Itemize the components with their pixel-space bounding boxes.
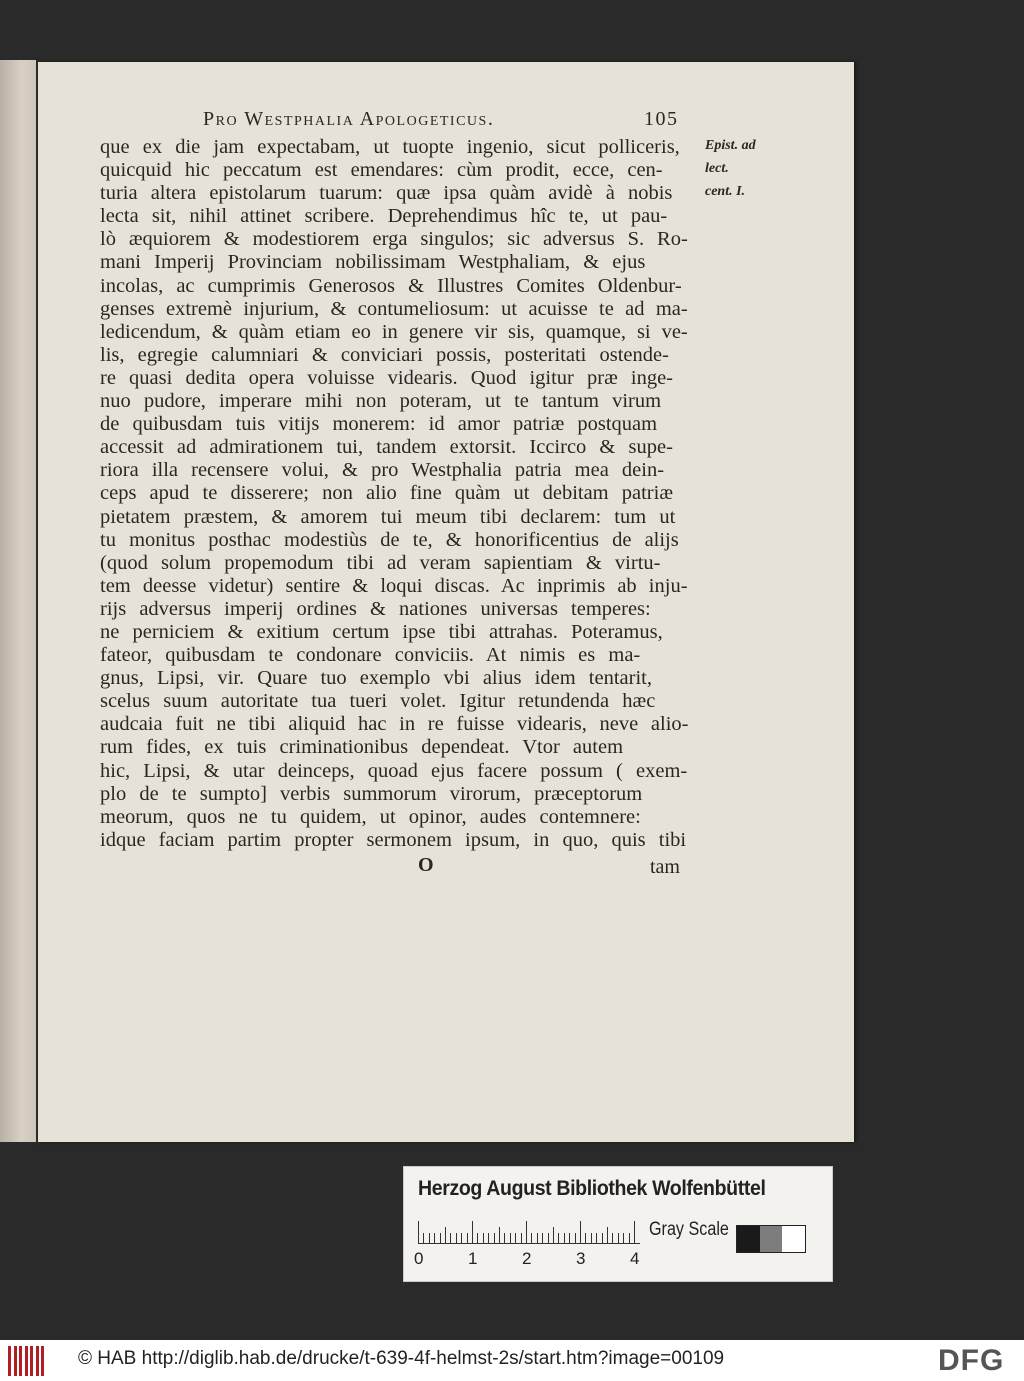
ruler-tick [526,1221,527,1243]
gray-swatch [760,1226,783,1252]
book-page [38,62,854,1142]
page-foot [100,852,800,878]
text-line: re quasi dedita opera voluisse videaris. Quod igitur præ inge- [100,366,673,389]
text-line: de quibusdam tuis vitijs monerem: id amor patriæ postquam [100,413,658,436]
institution-name: Herzog August Bibliothek Wolfenbüttel [418,1177,766,1200]
ruler-tick [483,1233,484,1243]
text-line: que ex die jam expectabam, ut tuopte ingenio, sicut polliceris, [100,136,680,158]
text-line: tu monitus posthac modestiùs de te, & honorificentius de alijs [100,528,679,551]
ruler-number: 0 [414,1249,424,1268]
ruler-tick [612,1233,613,1243]
ruler-tick [623,1233,624,1243]
ruler [418,1221,640,1244]
gray-swatch [782,1226,805,1252]
text-line: accessit ad admirationem tui, tandem extorsit. Iccirco & supe- [100,436,673,459]
ruler-tick [564,1233,565,1243]
text-line: ceps apud te disserere; non alio fine quàm ut debitam patriæ [100,482,673,505]
ruler-tick [537,1233,538,1243]
dfg-logo[interactable]: DFG [938,1344,1005,1377]
text-line: audcaia fuit ne tibi aliquid hac in re fuisse videaris, neve alio- [100,713,688,736]
ruler-number: 3 [576,1249,586,1268]
page-content [100,108,800,878]
color-scale-card [403,1166,833,1282]
ruler-tick [467,1233,468,1243]
marginal-note-line: cent. I. [705,184,746,199]
marginal-note-line: Epist. ad [705,138,756,153]
ruler-tick [499,1227,500,1243]
gray-scale-swatches [736,1225,806,1253]
running-head-title: Pro Westphalia Apologeticus. [203,108,495,130]
ruler-tick [461,1233,462,1243]
text-line: lò æquiorem & modestiorem erga singulos; sic adversus S. Ro- [100,228,688,251]
ruler-tick [494,1233,495,1243]
ruler-tick [445,1227,446,1243]
text-line: gnus, Lipsi, vir. Quare tuo exemplo vbi alius idem tentarit, [100,667,652,690]
ruler-tick [440,1233,441,1243]
ruler-tick [580,1221,581,1243]
ruler-tick [602,1233,603,1243]
text-line: riora illa recensere volui, & pro Westphalia patria mea dein- [100,459,665,482]
text-line: fateor, quibusdam te condonare conviciis. At nimis es ma- [100,644,641,667]
text-line: rum fides, ex tuis criminationibus dependeat. Vtor autem [100,736,624,759]
ruler-tick [504,1233,505,1243]
copyright-link[interactable]: © HAB http://diglib.hab.de/drucke/t-639-4f-helmst-2s/start.htm?image=00109 [78,1348,725,1369]
ruler-tick [477,1233,478,1243]
ruler-tick [418,1221,419,1243]
ruler-tick [423,1233,424,1243]
ruler-tick [553,1227,554,1243]
signature-mark: O [418,853,434,876]
text-line: lis, egregie calumniari & conviciari possis, posteritati ostende- [100,343,669,366]
text-line: scelus suum autoritate tua tueri volet. Igitur retundenda hæc [100,690,656,713]
text-line: turia altera epistolarum tuarum: quæ ipsa quàm avidè à nobis [100,182,673,205]
ruler-number: 1 [468,1249,478,1268]
ruler-tick [515,1233,516,1243]
ruler-tick [450,1233,451,1243]
text-line: genses extremè injurium, & contumeliosum: ut acuisse te ad ma- [100,297,688,320]
ruler-tick [472,1221,473,1243]
ruler-tick [569,1233,570,1243]
ruler-tick [575,1233,576,1243]
running-head [100,108,800,136]
gray-scale-label: Gray Scale [649,1219,729,1240]
ruler-tick [429,1233,430,1243]
ruler-tick [434,1233,435,1243]
text-line: incolas, ac cumprimis Generosos & Illustres Comites Oldenbur- [100,274,682,297]
ruler-number: 4 [630,1249,640,1268]
ruler-tick [542,1233,543,1243]
ruler-tick [607,1227,608,1243]
catchword: tam [650,855,680,878]
facing-page-edge [0,60,36,1142]
ruler-tick [456,1233,457,1243]
gray-swatch [737,1226,760,1252]
marginal-note-line: lect. [705,161,729,176]
ruler-tick [585,1233,586,1243]
body-text [100,136,800,852]
ruler-tick [618,1233,619,1243]
page-number: 105 [644,108,679,130]
ruler-tick [596,1233,597,1243]
text-line: meorum, quos ne tu quidem, ut opinor, audes contemnere: [100,805,641,828]
marginal-note [705,134,756,203]
text-line: nuo pudore, imperare mihi non poteram, ut te tantum virum [100,390,662,413]
ruler-number: 2 [522,1249,532,1268]
ruler-tick [558,1233,559,1243]
ruler-tick [488,1233,489,1243]
ruler-tick [629,1233,630,1243]
ruler-tick [591,1233,592,1243]
text-line: pietatem præstem, & amorem tui meum tibi declarem: tum ut [100,505,676,528]
text-line: ledicendum, & quàm etiam eo in genere vir sis, quamque, si ve- [100,320,688,343]
text-line: rijs adversus imperij ordines & nationes universas temperes: [100,597,651,620]
text-line: plo de te sumpto] verbis summorum virorum, præceptorum [100,782,643,805]
viewer-footer [0,1340,1024,1381]
text-line: quicquid hic peccatum est emendares: cùm prodit, ecce, cen- [100,159,663,182]
ruler-tick [634,1221,635,1243]
text-line: idque faciam partim propter sermonem ipsum, in quo, quis tibi [100,828,687,851]
text-line: hic, Lipsi, & utar deinceps, quoad ejus facere possum ( exem- [100,759,688,782]
text-line: mani Imperij Provinciam nobilissimam Westphaliam, & ejus [100,251,646,274]
hab-logo-icon[interactable] [8,1346,48,1376]
ruler-tick [510,1233,511,1243]
ruler-tick [521,1233,522,1243]
text-line: (quod solum propemodum tibi ad veram sapientiam & virtu- [100,551,661,574]
ruler-tick [531,1233,532,1243]
ruler-tick [548,1233,549,1243]
text-line: lecta sit, nihil attinet scribere. Deprehendimus hîc te, ut pau- [100,205,668,228]
text-line: ne perniciem & exitium certum ipse tibi attrahas. Poteramus, [100,620,663,643]
text-line: tem deesse videtur) sentire & loqui discas. Ac inprimis ab inju- [100,574,688,597]
